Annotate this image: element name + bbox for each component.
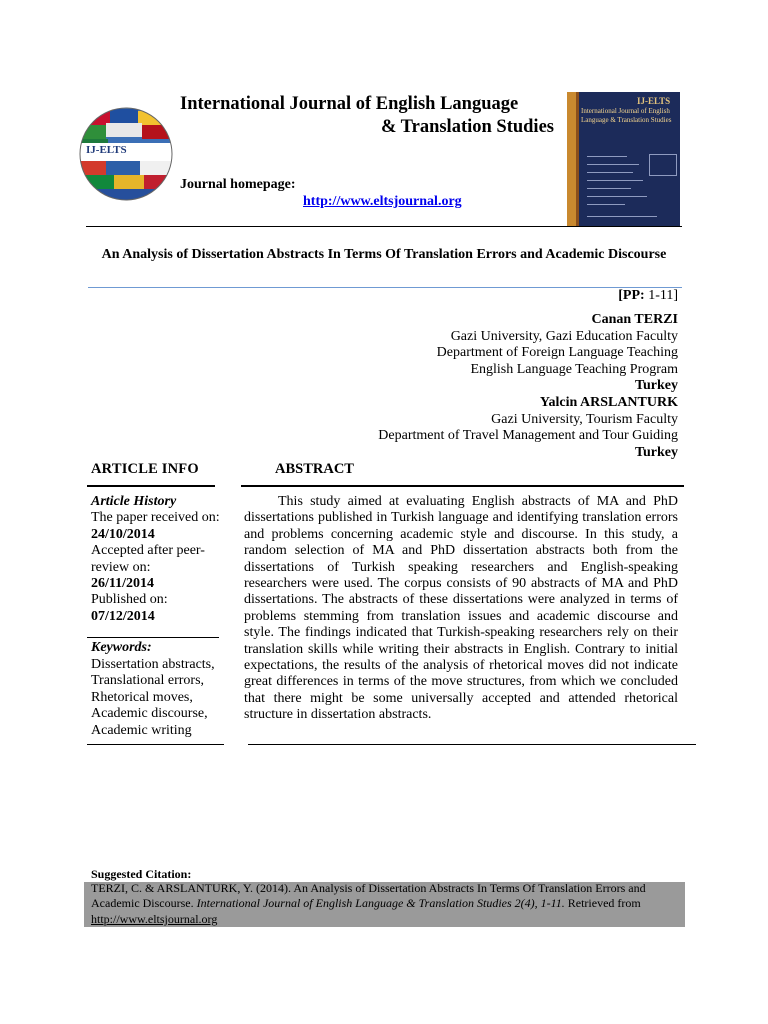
keyword-item: Academic discourse, bbox=[91, 706, 208, 721]
article-history bbox=[91, 494, 221, 625]
cover-line bbox=[587, 216, 657, 217]
author-name: Yalcin ARSLANTURK bbox=[539, 394, 678, 410]
author-affiliation-line: Department of Travel Management and Tour Guiding bbox=[378, 428, 678, 444]
citation-retrieved: Retrieved from bbox=[567, 896, 641, 911]
received-date: 24/10/2014 bbox=[91, 526, 155, 542]
citation-main: TERZI, C. & ARSLANTURK, Y. (2014). An Analysis of Dissertation Abstracts In Terms Of Translation Errors and Academic Discourse. bbox=[91, 881, 646, 911]
page-range-value: 1-11] bbox=[648, 288, 678, 303]
cover-line bbox=[587, 180, 643, 181]
keyword-item: Rhetorical moves, bbox=[91, 689, 193, 705]
cover-spine bbox=[567, 92, 576, 226]
journal-title-line1: International Journal of English Language bbox=[180, 94, 519, 114]
author-name: Canan TERZI bbox=[591, 312, 678, 327]
journal-cover-image bbox=[567, 92, 680, 226]
author-affiliation-line: Gazi University, Gazi Education Faculty bbox=[450, 328, 678, 344]
citation-text bbox=[91, 881, 681, 927]
cover-line bbox=[587, 196, 647, 197]
cover-line bbox=[587, 156, 627, 157]
abstract-heading: ABSTRACT bbox=[275, 461, 354, 477]
cover-line bbox=[587, 204, 625, 205]
author-affiliation-line: Gazi University, Tourism Faculty bbox=[491, 411, 678, 427]
page-range bbox=[618, 288, 678, 304]
author-affiliation-line: English Language Teaching Program bbox=[470, 361, 678, 377]
abstract-text: This study aimed at evaluating English abstracts of MA and PhD dissertations published in Turkish language and identifying translation errors and problems concerning academic style and discourse. In this study, a random selection of MA and PhD dissertation abstracts both from the dissertations of Turkish speaking researchers and English-speaking researchers were used. The corpus consists of 90 abstracts of MA and PhD dissertations. The abstracts of these dissertations were analyzed in terms of problems stemming from translation issues and academic discourse and style. The findings indicated that Turkish-speaking researchers rely on their translation skills while writing their abstracts in English. Contrary to initial expectations, the results of the analysis of rhetorical moves did not indicate great differences in terms of the move structures, from which we concluded that there might be some universally accepted and attended rhetorical structure in dissertation abstracts. bbox=[244, 494, 678, 723]
cover-title: International Journal of English Language & Translation Studies bbox=[581, 107, 672, 124]
homepage-link[interactable]: http://www.eltsjournal.org bbox=[303, 194, 462, 209]
citation-journal: International Journal of English Language & Translation Studies 2(4), 1-11. bbox=[196, 896, 565, 911]
article-info-heading: ARTICLE INFO bbox=[91, 461, 199, 477]
cover-spine-shadow bbox=[576, 92, 579, 226]
keywords-rule bbox=[87, 637, 219, 638]
published-label: Published on: bbox=[91, 592, 168, 608]
cover-line bbox=[587, 188, 631, 189]
published-date: 07/12/2014 bbox=[91, 608, 155, 624]
cover-line bbox=[587, 164, 639, 165]
article-info-bottom-rule bbox=[87, 744, 224, 745]
accepted-label: Accepted after peer-review on: bbox=[91, 543, 205, 575]
keywords-label: Keywords: bbox=[91, 640, 152, 655]
journal-title-line2: & Translation Studies bbox=[380, 117, 554, 137]
article-history-label: Article History bbox=[91, 494, 177, 509]
cover-box bbox=[649, 154, 677, 176]
cover-tag: IJ-ELTS bbox=[637, 96, 671, 106]
keyword-item: Dissertation abstracts, bbox=[91, 656, 215, 672]
page-range-label: [PP: bbox=[618, 288, 645, 303]
citation-label: Suggested Citation: bbox=[91, 867, 192, 881]
author-country: Turkey bbox=[634, 378, 678, 394]
abstract-rule bbox=[241, 485, 684, 487]
cover-line bbox=[587, 172, 633, 173]
logo-text: IJ-ELTS bbox=[86, 144, 127, 156]
author-affiliations bbox=[378, 312, 678, 461]
author-affiliation-line: Department of Foreign Language Teaching bbox=[436, 345, 678, 361]
author-country: Turkey bbox=[634, 444, 678, 460]
journal-title bbox=[180, 93, 554, 139]
header-rule bbox=[86, 226, 682, 227]
accepted-date: 26/11/2014 bbox=[91, 576, 155, 592]
article-info-rule bbox=[87, 485, 215, 487]
keyword-item: Academic writing bbox=[91, 722, 192, 738]
journal-logo bbox=[78, 103, 174, 206]
homepage-label: Journal homepage: bbox=[180, 177, 296, 192]
article-title: An Analysis of Dissertation Abstracts In Terms Of Translation Errors and Academic Discourse bbox=[101, 247, 667, 262]
keyword-item: Translational errors, bbox=[91, 673, 205, 688]
abstract-bottom-rule bbox=[248, 744, 696, 745]
citation-link[interactable]: http://www.eltsjournal.org bbox=[91, 911, 218, 926]
received-label: The paper received on: bbox=[91, 510, 220, 526]
title-rule bbox=[88, 287, 682, 288]
keywords bbox=[91, 640, 226, 739]
